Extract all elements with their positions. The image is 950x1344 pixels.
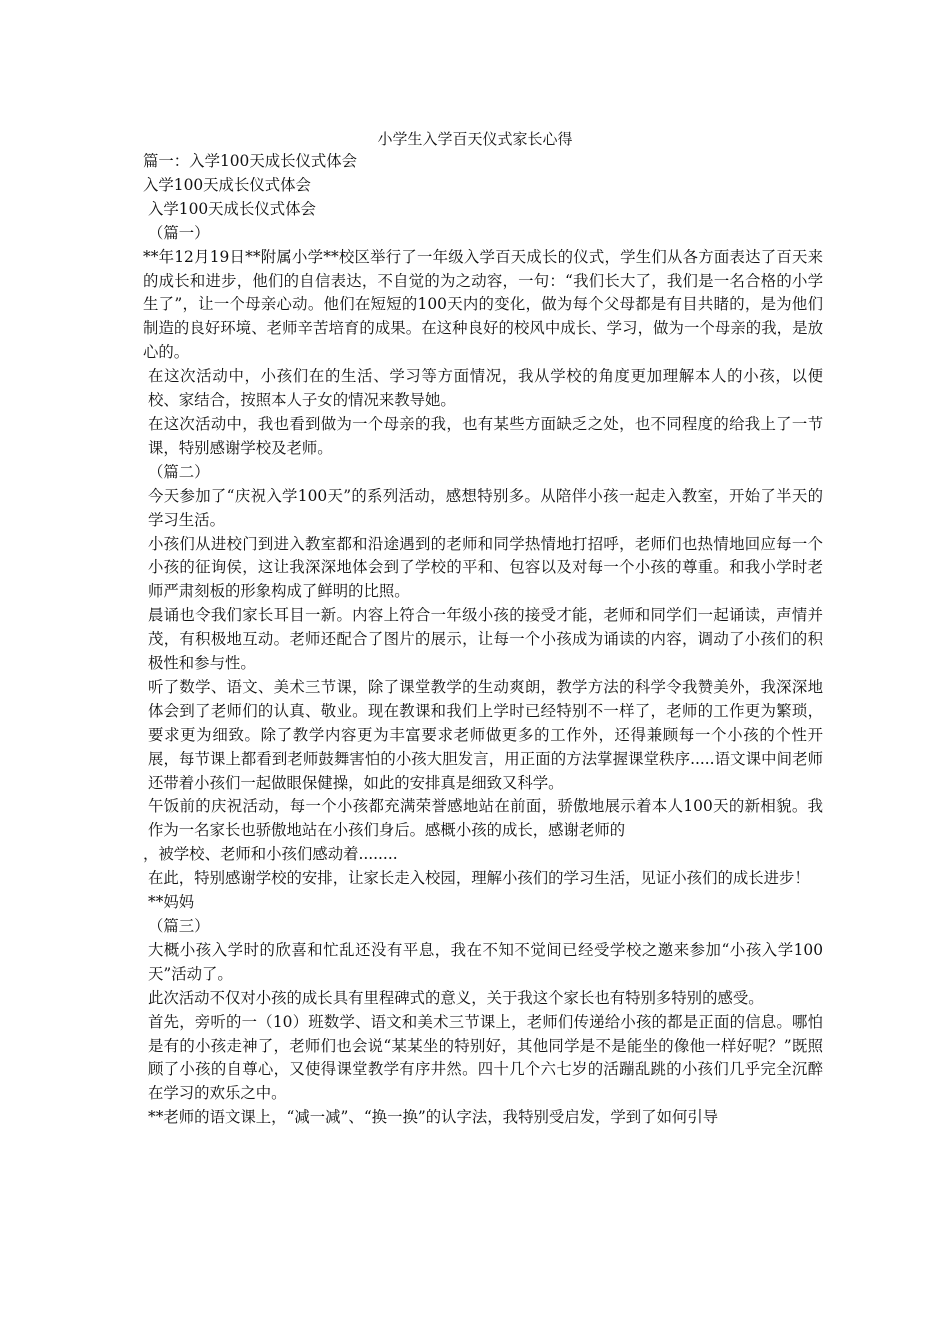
paragraph: 在这次活动中，小孩们在的生活、学习等方面情况，我从学校的角度更加理解本人的小孩，以便校、家结合，按照本人子女的情况来教导她。 bbox=[148, 367, 823, 410]
paragraph: 小孩们从进校门到进入教室都和沿途遇到的老师和同学热情地打招呼，老师们也热情地回应每一个小孩的征询侯，这让我深深地体会到了学校的平和、包容以及对每一个小孩的尊重。和我小学时老师严肃刻板的形象构成了鲜明的比照。 bbox=[148, 534, 823, 601]
document-body bbox=[143, 150, 823, 1130]
paragraph: 午饭前的庆祝活动，每一个小孩都充满荣誉感地站在前面，骄傲地展示着本人100天的新相貌。我作为一名家长也骄傲地站在小孩们身后。感概小孩的成长，感谢老师的 bbox=[148, 797, 823, 840]
paragraph: **年12月19日**附属小学**校区举行了一年级入学百天成长的仪式，学生们从各方面表达了百天来的成长和进步，他们的自信表达，不自觉的为之动容，一句：“我们长大了，我们是一名合格的小学生了”，让一个母亲心动。他们在短短的100天内的变化，做为每个父母都是有目共睹的，是为他们制造的良好环境、老师辛苦培育的成果。在这种良好的校风中成长、学习，做为一个母亲的我，是放心的。 bbox=[143, 247, 823, 362]
document-title: 小学生入学百天仪式家长心得 bbox=[377, 130, 573, 148]
paragraph: 大概小孩入学时的欣喜和忙乱还没有平息，我在不知不觉间已经受学校之邀来参加“小孩入学100天”活动了。 bbox=[148, 940, 823, 983]
paragraph: **老师的语文课上，“减一减”、“换一换”的认字法，我特别受启发，学到了如何引导 bbox=[148, 1108, 719, 1127]
paragraph: 今天参加了“庆祝入学100天”的系列活动，感想特别多。从陪伴小孩一起走入教室，开始了半天的学习生活。 bbox=[148, 486, 823, 529]
paragraph: 篇一：入学100天成长仪式体会 bbox=[143, 152, 358, 170]
paragraph: 入学100天成长仪式体会 bbox=[143, 175, 311, 194]
signature: **妈妈 bbox=[148, 893, 195, 912]
section-heading: （篇三） bbox=[148, 917, 210, 935]
paragraph: ，被学校、老师和小孩们感动着........ bbox=[143, 845, 398, 864]
paragraph: 首先，旁听的一（10）班数学、语文和美术三节课上，老师们传递给小孩的都是正面的信息。哪怕是有的小孩走神了，老师们也会说“某某坐的特别好，其他同学是不是能坐的像他一样好呢？”既照顾了小孩的自尊心，又使得课堂教学有序井然。四十几个六七岁的活蹦乱跳的小孩们几乎完全沉醉在学习的欢乐之中。 bbox=[148, 1012, 823, 1103]
paragraph: 此次活动不仅对小孩的成长具有里程碑式的意义，关于我这个家长也有特别多特别的感受。 bbox=[148, 988, 764, 1007]
paragraph: 听了数学、语文、美术三节课，除了课堂教学的生动爽朗，教学方法的科学令我赞美外，我深深地体会到了老师们的认真、敬业。现在教课和我们上学时已经特别不一样了，老师的工作更为繁琐，要求更为细致。除了教学内容更为丰富要求老师做更多的工作外，还得兼顾每一个小孩的个性开展，每节课上都看到老师鼓舞害怕的小孩大胆发言，用正面的方法掌握课堂秩序.....语文课中间老师还带着小孩们一起做眼保健操，如此的安排真是细致又科学。 bbox=[148, 677, 823, 792]
section-heading: （篇一） bbox=[148, 223, 210, 242]
paragraph: 晨诵也令我们家长耳目一新。内容上符合一年级小孩的接受才能，老师和同学们一起诵读，声情并茂，有积极地互动。老师还配合了图片的展示，让每一个小孩成为诵读的内容，调动了小孩们的积极性和参与性。 bbox=[148, 606, 823, 673]
paragraph: 在此，特别感谢学校的安排，让家长走入校园，理解小孩们的学习生活，见证小孩们的成长进步！ bbox=[148, 869, 810, 888]
paragraph: 在这次活动中，我也看到做为一个母亲的我，也有某些方面缺乏之处，也不同程度的给我上了一节课，特别感谢学校及老师。 bbox=[148, 414, 823, 457]
section-heading: （篇二） bbox=[148, 462, 210, 481]
paragraph: 入学100天成长仪式体会 bbox=[148, 199, 316, 218]
